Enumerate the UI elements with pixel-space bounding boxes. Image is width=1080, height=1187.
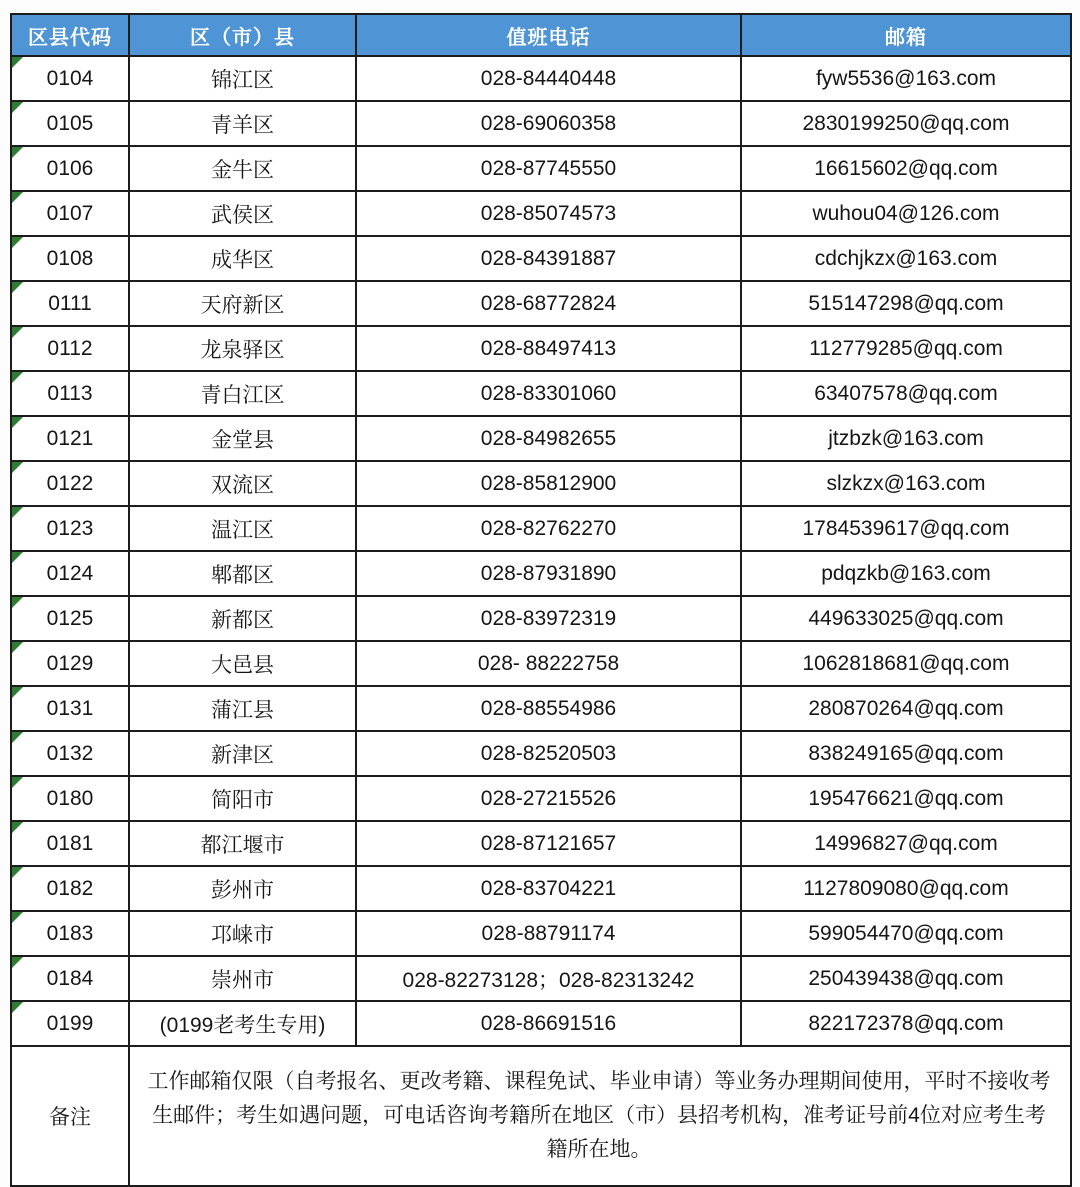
duty-phone-cell: 028-88791174	[356, 911, 741, 956]
district-code-text: 0129	[46, 651, 94, 675]
duty-phone-cell: 028-87745550	[356, 146, 741, 191]
table-row	[11, 911, 1071, 956]
header-district-name: 区（市）县	[129, 14, 356, 56]
district-name-cell: 双流区	[129, 461, 356, 506]
excel-flag-triangle-icon	[12, 552, 23, 563]
excel-flag-triangle-icon	[12, 777, 23, 788]
duty-phone-cell: 028-85074573	[356, 191, 741, 236]
duty-phone-cell: 028-86691516	[356, 1001, 741, 1046]
duty-phone-cell: 028-83301060	[356, 371, 741, 416]
district-name-cell: 邛崃市	[129, 911, 356, 956]
district-code-cell	[11, 506, 129, 551]
table-row	[11, 866, 1071, 911]
duty-phone-cell: 028-84391887	[356, 236, 741, 281]
duty-phone-cell: 028-83972319	[356, 596, 741, 641]
email-cell: 16615602@qq.com	[741, 146, 1071, 191]
district-code-text: 0182	[46, 876, 94, 900]
district-code-text: 0106	[46, 156, 94, 180]
district-name-cell: 锦江区	[129, 56, 356, 101]
district-code-text: 0183	[46, 921, 94, 945]
district-code-text: 0104	[46, 66, 94, 90]
district-code-text: 0184	[46, 966, 94, 990]
excel-flag-triangle-icon	[12, 462, 23, 473]
district-code-text: 0132	[46, 741, 94, 765]
district-code-text: 0111	[48, 291, 92, 315]
table-row	[11, 731, 1071, 776]
district-code-cell	[11, 326, 129, 371]
email-cell: 14996827@qq.com	[741, 821, 1071, 866]
remark-label: 备注	[11, 1046, 129, 1186]
remark-row	[11, 1046, 1071, 1186]
excel-flag-triangle-icon	[12, 957, 23, 968]
district-code-text: 0199	[46, 1011, 94, 1035]
duty-phone-cell: 028-87121657	[356, 821, 741, 866]
duty-phone-cell: 028-82273128；028-82313242	[356, 956, 741, 1001]
district-name-cell: 郫都区	[129, 551, 356, 596]
district-code-cell	[11, 821, 129, 866]
district-code-cell	[11, 1001, 129, 1046]
district-name-cell: 崇州市	[129, 956, 356, 1001]
district-contact-table	[10, 13, 1072, 1187]
table-row	[11, 956, 1071, 1001]
email-cell: pdqzkb@163.com	[741, 551, 1071, 596]
district-code-cell	[11, 731, 129, 776]
district-code-text: 0124	[46, 561, 94, 585]
excel-flag-triangle-icon	[12, 237, 23, 248]
email-cell: wuhou04@126.com	[741, 191, 1071, 236]
excel-flag-triangle-icon	[12, 597, 23, 608]
district-code-cell	[11, 56, 129, 101]
excel-flag-triangle-icon	[12, 102, 23, 113]
email-cell: 2830199250@qq.com	[741, 101, 1071, 146]
district-code-cell	[11, 686, 129, 731]
excel-flag-triangle-icon	[12, 912, 23, 923]
district-code-text: 0112	[47, 336, 93, 360]
district-code-cell	[11, 551, 129, 596]
district-code-cell	[11, 866, 129, 911]
excel-flag-triangle-icon	[12, 822, 23, 833]
table-row	[11, 101, 1071, 146]
duty-phone-cell: 028-68772824	[356, 281, 741, 326]
email-cell: 599054470@qq.com	[741, 911, 1071, 956]
email-cell: 280870264@qq.com	[741, 686, 1071, 731]
table-row	[11, 776, 1071, 821]
district-code-text: 0125	[46, 606, 94, 630]
table-row	[11, 551, 1071, 596]
table-row	[11, 371, 1071, 416]
district-name-cell: 青白江区	[129, 371, 356, 416]
district-code-cell	[11, 911, 129, 956]
excel-flag-triangle-icon	[12, 327, 23, 338]
excel-flag-triangle-icon	[12, 57, 23, 68]
district-name-cell: 金牛区	[129, 146, 356, 191]
email-cell: fyw5536@163.com	[741, 56, 1071, 101]
duty-phone-cell: 028-87931890	[356, 551, 741, 596]
email-cell: 1127809080@qq.com	[741, 866, 1071, 911]
district-code-cell	[11, 191, 129, 236]
excel-flag-triangle-icon	[12, 642, 23, 653]
email-cell: 449633025@qq.com	[741, 596, 1071, 641]
table-row	[11, 326, 1071, 371]
duty-phone-cell: 028-88554986	[356, 686, 741, 731]
district-code-text: 0180	[46, 786, 94, 810]
district-code-cell	[11, 101, 129, 146]
district-code-text: 0131	[46, 696, 94, 720]
table-row	[11, 236, 1071, 281]
district-name-cell: 新都区	[129, 596, 356, 641]
excel-flag-triangle-icon	[12, 372, 23, 383]
district-name-cell: 简阳市	[129, 776, 356, 821]
excel-flag-triangle-icon	[12, 732, 23, 743]
table-row	[11, 461, 1071, 506]
email-cell: cdchjkzx@163.com	[741, 236, 1071, 281]
district-name-cell: 大邑县	[129, 641, 356, 686]
district-code-text: 0123	[46, 516, 94, 540]
excel-flag-triangle-icon	[12, 1002, 23, 1013]
email-cell: slzkzx@163.com	[741, 461, 1071, 506]
table-row	[11, 596, 1071, 641]
excel-flag-triangle-icon	[12, 417, 23, 428]
district-code-text: 0113	[47, 381, 93, 405]
district-name-cell: 天府新区	[129, 281, 356, 326]
district-code-text: 0107	[46, 201, 94, 225]
district-name-cell: 蒲江县	[129, 686, 356, 731]
email-cell: 1784539617@qq.com	[741, 506, 1071, 551]
email-cell: 1062818681@qq.com	[741, 641, 1071, 686]
excel-flag-triangle-icon	[12, 282, 23, 293]
district-code-cell	[11, 371, 129, 416]
table-row	[11, 506, 1071, 551]
table-row	[11, 281, 1071, 326]
district-code-cell	[11, 281, 129, 326]
header-duty-phone: 值班电话	[356, 14, 741, 56]
district-name-cell: 青羊区	[129, 101, 356, 146]
district-code-cell	[11, 416, 129, 461]
email-cell: 250439438@qq.com	[741, 956, 1071, 1001]
table-row	[11, 56, 1071, 101]
email-cell: 515147298@qq.com	[741, 281, 1071, 326]
duty-phone-cell: 028- 88222758	[356, 641, 741, 686]
district-code-cell	[11, 956, 129, 1001]
table-row	[11, 146, 1071, 191]
excel-flag-triangle-icon	[12, 687, 23, 698]
header-email: 邮箱	[741, 14, 1071, 56]
district-name-cell: 龙泉驿区	[129, 326, 356, 371]
district-code-text: 0105	[46, 111, 94, 135]
duty-phone-cell: 028-27215526	[356, 776, 741, 821]
district-name-cell: 新津区	[129, 731, 356, 776]
district-name-cell: 彭州市	[129, 866, 356, 911]
district-code-text: 0181	[46, 831, 94, 855]
duty-phone-cell: 028-82762270	[356, 506, 741, 551]
district-name-cell: 都江堰市	[129, 821, 356, 866]
district-name-cell: 金堂县	[129, 416, 356, 461]
excel-flag-triangle-icon	[12, 867, 23, 878]
duty-phone-cell: 028-82520503	[356, 731, 741, 776]
excel-flag-triangle-icon	[12, 147, 23, 158]
duty-phone-cell: 028-69060358	[356, 101, 741, 146]
district-name-cell: 武侯区	[129, 191, 356, 236]
district-code-cell	[11, 776, 129, 821]
email-cell: jtzbzk@163.com	[741, 416, 1071, 461]
duty-phone-cell: 028-85812900	[356, 461, 741, 506]
header-row	[11, 14, 1071, 56]
table-row	[11, 641, 1071, 686]
table-row	[11, 686, 1071, 731]
district-code-text: 0108	[46, 246, 94, 270]
district-name-cell: 温江区	[129, 506, 356, 551]
duty-phone-cell: 028-88497413	[356, 326, 741, 371]
remark-text: 工作邮箱仅限（自考报名、更改考籍、课程免试、毕业申请）等业务办理期间使用，平时不接收考生邮件；考生如遇问题，可电话咨询考籍所在地区（市）县招考机构，准考证号前4位对应考生考籍所在地。	[129, 1046, 1071, 1186]
district-name-cell: 成华区	[129, 236, 356, 281]
table-row	[11, 416, 1071, 461]
duty-phone-cell: 028-83704221	[356, 866, 741, 911]
table-row	[11, 821, 1071, 866]
email-cell: 822172378@qq.com	[741, 1001, 1071, 1046]
district-code-text: 0122	[46, 471, 94, 495]
excel-flag-triangle-icon	[12, 507, 23, 518]
duty-phone-cell: 028-84982655	[356, 416, 741, 461]
table-row	[11, 1001, 1071, 1046]
district-code-cell	[11, 596, 129, 641]
excel-flag-triangle-icon	[12, 192, 23, 203]
email-cell: 195476621@qq.com	[741, 776, 1071, 821]
district-code-cell	[11, 236, 129, 281]
district-code-cell	[11, 461, 129, 506]
email-cell: 63407578@qq.com	[741, 371, 1071, 416]
district-name-cell: (0199老考生专用)	[129, 1001, 356, 1046]
duty-phone-cell: 028-84440448	[356, 56, 741, 101]
district-code-cell	[11, 641, 129, 686]
header-district-code: 区县代码	[11, 14, 129, 56]
table-row	[11, 191, 1071, 236]
district-code-cell	[11, 146, 129, 191]
email-cell: 112779285@qq.com	[741, 326, 1071, 371]
district-code-text: 0121	[46, 426, 94, 450]
email-cell: 838249165@qq.com	[741, 731, 1071, 776]
